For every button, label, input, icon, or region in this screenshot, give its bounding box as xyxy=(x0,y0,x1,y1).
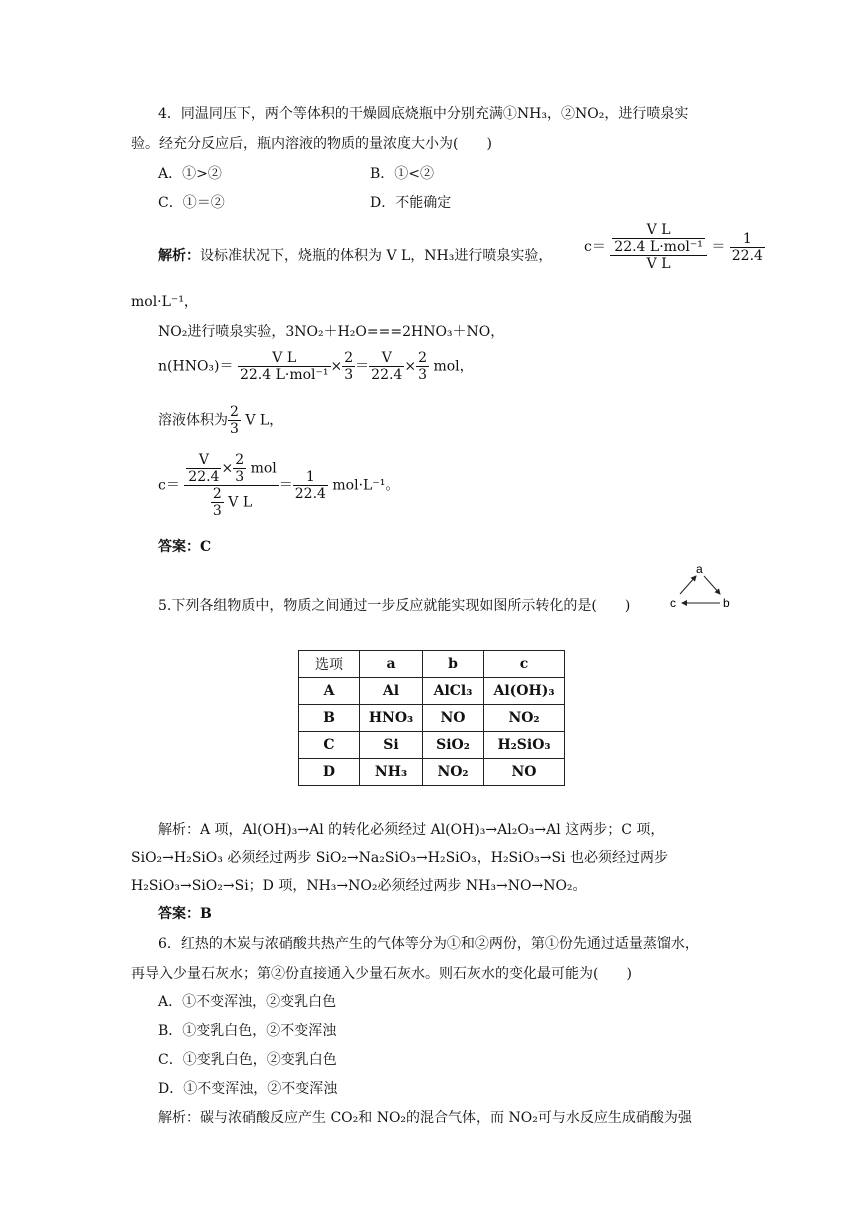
result-fraction xyxy=(730,231,765,264)
v-over-224-fraction xyxy=(369,350,404,383)
table-cell: NH₃ xyxy=(360,759,423,786)
n-fraction-1 xyxy=(238,350,331,383)
q4-final-c-line xyxy=(158,452,399,519)
table-cell: Si xyxy=(360,732,423,759)
compound-fraction-top xyxy=(610,222,707,256)
two-thirds-den: 3 xyxy=(344,367,354,383)
arrow-a-to-b xyxy=(704,576,720,594)
q4-answer: 答案：C xyxy=(158,539,212,555)
q4-stem-line2: 验。经充分反应后，瓶内溶液的物质的量浓度大小为( ) xyxy=(131,136,492,152)
c-equals: c＝ xyxy=(584,239,606,255)
table-row xyxy=(299,732,565,759)
v-numerator: V xyxy=(186,452,221,469)
n-hno3-label: n(HNO₃)＝ xyxy=(158,358,234,375)
n-fraction-1-den: 22.4 L·mol⁻¹ xyxy=(239,367,329,383)
q6-option-d: D．①不变浑浊，②不变浑浊 xyxy=(158,1081,338,1097)
equals-sign: ＝ xyxy=(278,477,293,494)
inner-numerator: V L xyxy=(612,222,705,239)
equals-sign: ＝ xyxy=(711,239,726,255)
q4-volume-line xyxy=(158,404,283,437)
two-thirds-den: 3 xyxy=(212,503,222,519)
two-thirds-fraction xyxy=(211,486,224,519)
times-sign: × xyxy=(330,358,343,375)
volume-unit: V L， xyxy=(245,412,284,429)
q4-option-a: A．①>② xyxy=(158,166,222,182)
two-thirds-num: 2 xyxy=(235,452,245,468)
v-denominator: 22.4 xyxy=(188,469,220,485)
result-numerator: 1 xyxy=(293,469,328,486)
table-row xyxy=(299,705,565,732)
node-c: c xyxy=(670,596,676,610)
two-thirds-fraction xyxy=(233,452,246,485)
table-cell: HNO₃ xyxy=(360,705,423,732)
n-fraction-1-num: V L xyxy=(238,350,331,367)
q6-option-a: A．①不变浑浊，②变乳白色 xyxy=(158,994,337,1010)
q5-analysis-line1: 解析：A 项，Al(OH)₃→Al 的转化必须经过 Al(OH)₃→Al₂O₃→Al 这两步；C 项， xyxy=(158,822,665,838)
table-cell: NO xyxy=(423,705,484,732)
table-cell: B xyxy=(299,705,360,732)
two-thirds-den: 3 xyxy=(418,367,427,383)
q6-option-b: B．①变乳白色，②不变浑浊 xyxy=(158,1023,337,1039)
options-table xyxy=(298,650,565,786)
table-header: a xyxy=(360,651,423,678)
node-b: b xyxy=(723,596,730,610)
c-equals: c＝ xyxy=(158,477,180,494)
two-thirds-den: 3 xyxy=(235,469,245,485)
q4-option-c: C．①＝② xyxy=(158,195,225,211)
two-thirds-fraction xyxy=(342,350,355,383)
table-cell: NO xyxy=(484,759,565,786)
table-cell: Al xyxy=(360,678,423,705)
two-thirds-num: 2 xyxy=(212,486,222,502)
q5-analysis-line3: H₂SiO₃→SiO₂→Si；D 项，NH₃→NO₂必须经过两步 NH₃→NO→NO₂。 xyxy=(131,878,587,894)
node-a: a xyxy=(696,562,703,576)
equals-sign: ＝ xyxy=(355,358,370,375)
q6-stem-line2: 再导入少量石灰水；第②份直接通入少量石灰水。则石灰水的变化最可能为( ) xyxy=(131,966,632,982)
q4-analysis-line1 xyxy=(158,246,552,266)
table-cell: NO₂ xyxy=(423,759,484,786)
final-unit: mol·L⁻¹。 xyxy=(332,477,400,494)
inner-fraction xyxy=(612,222,705,255)
compound-fraction-bottom: V L xyxy=(646,256,671,272)
table-cell: H₂SiO₃ xyxy=(484,732,565,759)
compound-fraction xyxy=(610,222,707,272)
two-thirds-fraction xyxy=(416,350,429,383)
table-cell: NO₂ xyxy=(484,705,565,732)
final-compound-bottom xyxy=(184,486,278,519)
table-cell: D xyxy=(299,759,360,786)
q4-n-hno3-line xyxy=(158,350,474,383)
q4-stem-line1: 4．同温同压下，两个等体积的干燥圆底烧瓶中分别充满①NH₃，②NO₂，进行喷泉实 xyxy=(158,106,689,122)
table-cell: SiO₂ xyxy=(423,732,484,759)
two-thirds-num: 2 xyxy=(344,350,354,366)
conversion-triangle-diagram xyxy=(668,562,738,616)
table-header: b xyxy=(423,651,484,678)
result-numerator: 1 xyxy=(730,231,765,248)
result-fraction xyxy=(293,469,328,502)
vl-text: V L xyxy=(228,494,253,511)
volume-label: 溶液体积为 xyxy=(158,412,228,429)
table-cell: AlCl₃ xyxy=(423,678,484,705)
v-over-224-fraction xyxy=(186,452,221,485)
times-sign: × xyxy=(404,358,417,375)
v-numerator: V xyxy=(369,350,404,367)
arrow-c-to-a xyxy=(680,576,696,594)
two-thirds-den: 3 xyxy=(230,421,239,437)
q5-answer: 答案：B xyxy=(158,906,212,922)
q4-c-expression xyxy=(584,222,765,272)
mol-unit: mol， xyxy=(433,358,474,375)
q5-stem: 5.下列各组物质中，物质之间通过一步反应就能实现如图所示转化的是( ) xyxy=(158,598,631,614)
times-sign: × xyxy=(221,460,234,477)
table-header: c xyxy=(484,651,565,678)
table-row xyxy=(299,759,565,786)
q4-unit-line: mol·L⁻¹， xyxy=(131,294,198,310)
table-cell: Al(OH)₃ xyxy=(484,678,565,705)
table-header-row xyxy=(299,651,565,678)
table-header: 选项 xyxy=(299,651,360,678)
analysis-label: 解析： xyxy=(158,248,200,264)
mol-text: mol xyxy=(250,460,277,477)
table-cell: C xyxy=(299,732,360,759)
final-compound-top xyxy=(184,452,278,486)
q4-analysis-text: 设标准状况下，烧瓶的体积为 V L，NH₃进行喷泉实验， xyxy=(200,248,553,264)
table-cell: A xyxy=(299,678,360,705)
inner-denominator: 22.4 L·mol⁻¹ xyxy=(614,239,703,255)
q6-option-c: C．①变乳白色，②变乳白色 xyxy=(158,1052,337,1068)
result-denominator: 22.4 xyxy=(731,247,763,264)
q4-no2-line: NO₂进行喷泉实验，3NO₂＋H₂O===2HNO₃＋NO， xyxy=(158,324,505,340)
result-denominator: 22.4 xyxy=(294,486,326,502)
table-row xyxy=(299,678,565,705)
q6-analysis: 解析：碳与浓硝酸反应产生 CO₂和 NO₂的混合气体，而 NO₂可与水反应生成硝酸为强 xyxy=(158,1110,692,1126)
q5-analysis-line2: SiO₂→H₂SiO₃ 必须经过两步 SiO₂→Na₂SiO₃→H₂SiO₃，H₂SiO₃→Si 也必须经过两步 xyxy=(131,850,668,866)
final-compound-fraction xyxy=(184,452,278,519)
q4-option-d: D．不能确定 xyxy=(370,195,452,211)
two-thirds-num: 2 xyxy=(418,350,427,366)
two-thirds-num: 2 xyxy=(230,404,239,420)
v-denominator: 22.4 xyxy=(371,367,403,383)
q4-option-b: B．①<② xyxy=(370,166,435,182)
q6-stem-line1: 6．红热的木炭与浓硝酸共热产生的气体等分为①和②两份，第①份先通过适量蒸馏水， xyxy=(158,936,699,952)
two-thirds-fraction xyxy=(228,404,241,437)
